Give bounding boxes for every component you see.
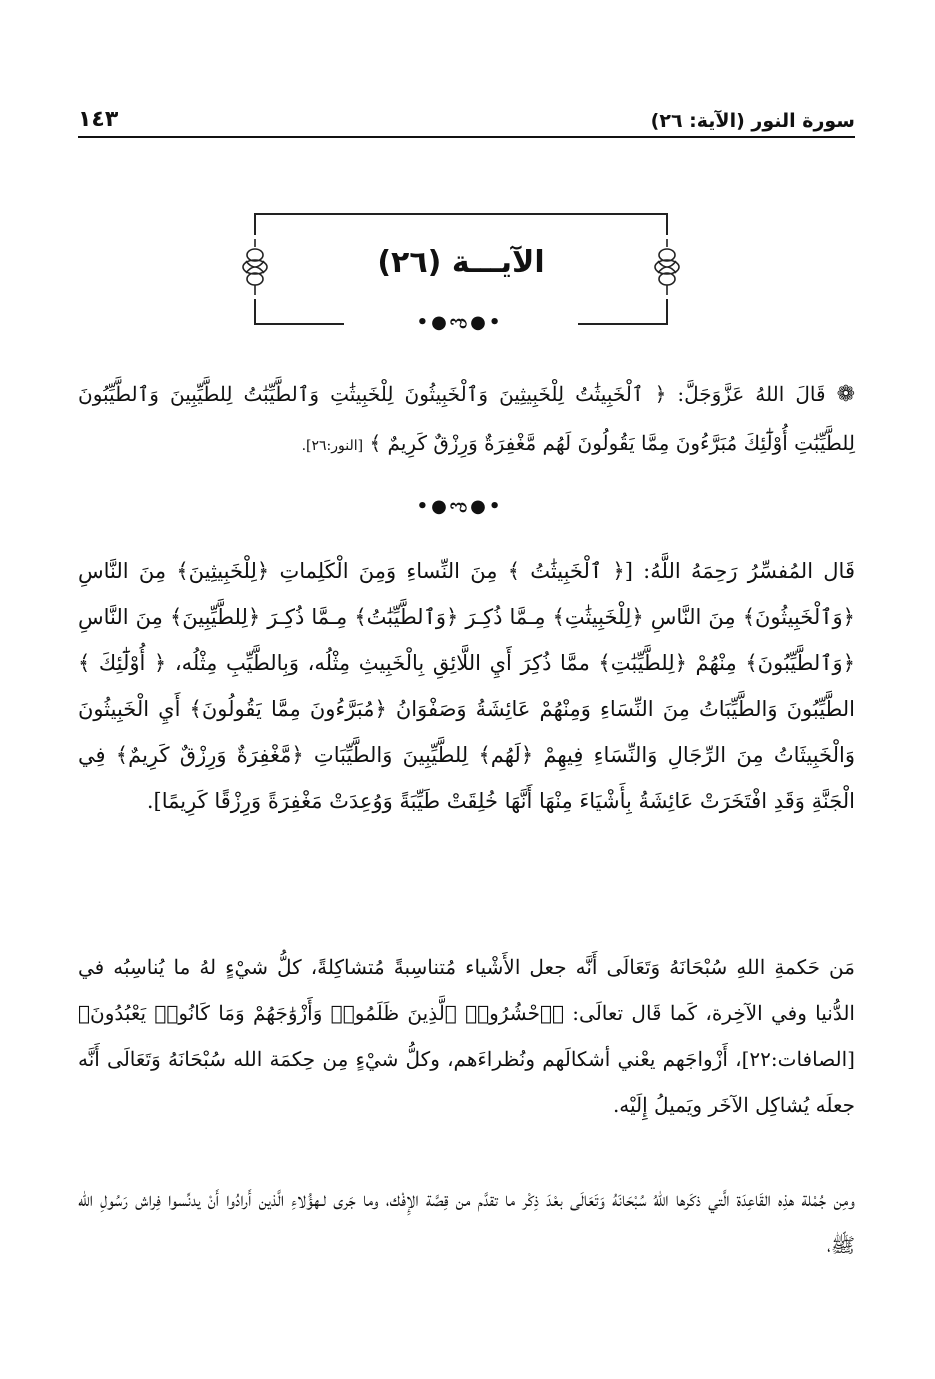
frame-right-top-line [666, 213, 668, 235]
frame-left-bottom-line [254, 299, 256, 325]
verse-reference: [النور:٢٦]. [301, 438, 364, 454]
running-header [78, 96, 855, 138]
frame-top-line [254, 213, 668, 215]
ornament-divider: •●ಌ●• [416, 312, 504, 333]
page-number: ١٤٣ [78, 107, 119, 132]
verse-text [78, 370, 855, 470]
verse-body: قَالَ اللهُ عَزَّوَجَلَّ: ﴿ ٱلْخَبِيثَٰتُ لِلْخَبِيثِينَ وَٱلْخَبِيثُونَ لِلْخَبِيثَٰتِ وَٱلطَّيِّبَٰتُ لِلطَّيِّبِينَ وَٱلطَّيِّبُونَ لِلطَّيِّبَٰتِ أُوْلَٰٓئِكَ مُبَرَّءُونَ مِمَّا يَقُولُونَ لَهُم مَّغْفِرَةٌ وَرِزْقٌ كَرِيمٌ ﴾ [78, 382, 855, 455]
verse-heading: الآيـــة (٢٦) [377, 245, 545, 280]
frame-right-bottom-line [666, 299, 668, 325]
body-paragraph: ومِن جُمْلة هذِه القَاعِدَة الَّتي ذكَرها اللهُ سُبْحَانَهُ وَتَعَالَى بعْدَ ذِكْر ما تقدَّم من قِصَّة الإِفْك، وما جَرى لـهؤُلاءِ الَّذين أَرادُوا أَنْ يدنِّسوا فِراش رَسُولِ الله ﷺ، [78, 1187, 855, 1257]
ornament-divider: •●ಌ●• [416, 496, 504, 517]
frame-bottom-left-line [254, 323, 344, 325]
frame-left-top-line [254, 213, 256, 235]
flower-bullet-icon: ❁ [836, 382, 856, 407]
running-title: سورة النور (الآية: ٢٦) [650, 110, 855, 132]
frame-bottom-right-line [578, 323, 668, 325]
heading-frame [254, 213, 668, 325]
commentary-paragraph: قَال المُفسِّرُ رَحِمَهُ اللَّهُ: [﴿ ٱلْخَبِيثَٰتُ ﴾ مِنَ النِّساءِ وَمِنَ الْكَلِماتِ ﴿لِلْخَبِيثِينَ﴾ مِنَ النَّاسِ ﴿وَٱلْخَبِيثُونَ﴾ مِنَ النَّاسِ ﴿لِلْخَبِيثَٰتِ﴾ مِـمَّا ذُكِـرَ ﴿وَٱلطَّيِّبَٰتُ﴾ مِـمَّا ذُكِـرَ ﴿لِلطَّيِّبِينَ﴾ مِنَ النَّاسِ ﴿وَٱلطَّيِّبُونَ﴾ مِنْهُمْ ﴿لِلطَّيِّبَٰتِ﴾ ممَّا ذُكِرَ أَيِ اللَّائِقِ بِالْخَبِيثِ مِثْلُه، وَبِالطَّيِّبِ مِثْلُه، ﴿ أُوْلَٰٓئِكَ ﴾ الطَّيِّبُونَ وَالطَّيِّبَاتُ مِنَ النِّسَاءِ وَمِنْهُمْ عَائِشَةُ وَصَفْوَانُ ﴿مُبَرَّءُونَ مِمَّا يَقُولُونَ﴾ أَيِ الْخَبِيثُونَ وَالْخَبِيثَاتُ مِنَ الرِّجَالِ وَالنِّسَاءِ فِيهِمْ ﴿لَهُم﴾ لِلطَّيِّبِينَ وَالطَّيِّبَاتِ ﴿مَّغْفِرَةٌ وَرِزْقٌ كَرِيمٌ﴾ فِي الْجَنَّةِ وَقَدِ افْتَخَرَتْ عَائِشَةُ بِأَشْيَاءَ مِنْهَا أَنَّهَا خُلِقَتْ طَيِّبَةً وَوُعِدَتْ مَغْفِرَةً وَرِزْقًا كَرِيمًا]. [78, 559, 855, 813]
body-paragraph: مَن حَكمةِ اللهِ سُبْحَانَهُ وَتَعَالَى أَنَّه جعل الأَشْياء مُتناسِبةً مُتشاكِلةً، كلُّ شيْءٍ لهُ ما يُناسِبُه في الدُّنيا وفي الآخِرة، كَما قَال تعالَى: ﴿ٱحْشُرُوا۟ ٱلَّذِينَ ظَلَمُوا۟ وَأَزْوَٰجَهُمْ وَمَا كَانُوا۟ يَعْبُدُونَ﴾ [الصافات:٢٢]، أَزْواجَهم يعْني أشكالَهم ونُظراءَهم، وكلُّ شيْءٍ مِن حِكمَة الله سُبْحَانَهُ وَتَعَالَى أَنَّه جعلَه يُشاكِل الآخَر ويَميلُ إِلَيْه. [78, 955, 855, 1117]
